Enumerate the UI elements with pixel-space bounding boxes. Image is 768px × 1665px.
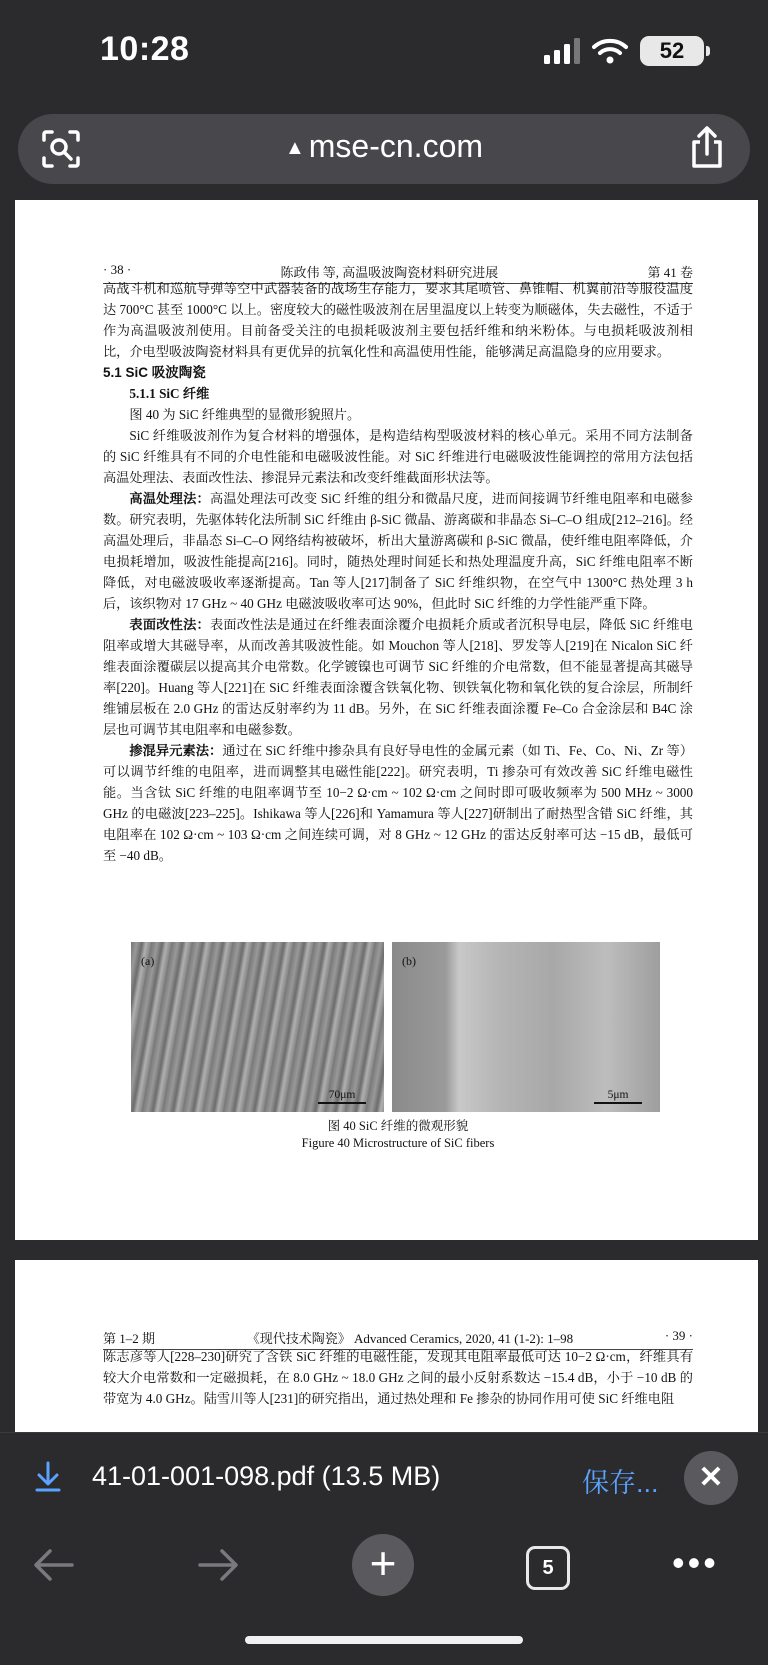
article-body xyxy=(103,278,693,866)
page-number: · 39 · xyxy=(664,1328,693,1343)
download-filename: 41-01-001-098.pdf (13.5 MB) xyxy=(92,1461,441,1491)
status-bar xyxy=(0,0,768,100)
close-download-button[interactable]: ✕ xyxy=(684,1451,738,1505)
paragraph: 表面改性法：表面改性法是通过在纤维表面涂覆介电损耗介质或者沉积导电层，降低 SiC 纤维电阻率或增大其磁导率，从而改善其吸波性能。如 Mouchon 等人[218]、罗发等人[219]在 Nicalon SiC 纤维表面涂覆碳层以提高其介电常数。化学镀镍也可调节 SiC 纤维的介电常数，但不能显著提高其磁导率[220]。Huang 等人[221]在 SiC 纤维表面涂覆含铁氧化物、钡铁氧化物和氧化铁的复合涂层，所制纤维铺层板在 2.0 GHz 的雷达反射率约为 11 dB。另外，在 SiC 纤维表面涂覆 Fe–Co 合金涂层和 B4C 涂层也可调节其电阻率和电磁参数。 xyxy=(103,617,693,737)
cellular-signal-icon xyxy=(544,38,580,64)
paragraph: 陈志彦等人[228–230]研究了含铁 SiC 纤维的电磁性能，发现其电阻率最低可达 10−2 Ω·cm，纤维具有较大介电常数和一定磁损耗，在 8.0 GHz ~ 18.0 GHz 之间的最小反射系数达 −15.4 dB，小于 −10 dB 的带宽为 4.0 GHz。陆雪川等人[231]的研究指出，通过热处理和 Fe 掺杂的协同作用可使 SiC 纤维电阻 xyxy=(103,1349,693,1406)
caption-en: Figure 40 Microstructure of SiC fibers xyxy=(301,1136,495,1150)
clock: 10:28 xyxy=(100,30,190,68)
header-title: 陈政伟 等, 高温吸波陶瓷材料研究进展 xyxy=(280,265,499,280)
more-menu-button[interactable]: ••• xyxy=(672,1542,719,1583)
scale-bar: 5μm xyxy=(594,1089,642,1104)
battery-indicator: 52 xyxy=(640,36,704,66)
pdf-viewer[interactable] xyxy=(0,200,768,1432)
figure-caption xyxy=(103,1118,693,1152)
pdf-page-38 xyxy=(15,200,758,1240)
caption-cn: 图 40 SiC 纤维的微观形貌 xyxy=(327,1119,469,1133)
panel-label: (a) xyxy=(141,954,155,968)
save-button[interactable]: 保存... xyxy=(582,1468,659,1498)
paragraph: 图 40 为 SiC 纤维典型的显微形貌照片。 xyxy=(129,407,361,422)
share-icon[interactable] xyxy=(686,126,728,170)
sem-image-b xyxy=(392,942,660,1112)
method-lead: 掺混异元素法： xyxy=(129,743,223,758)
download-bar xyxy=(0,1432,768,1521)
paragraph: 高温处理法：高温处理法可改变 SiC 纤维的组分和微晶尺度，进而间接调节纤维电阻率和电磁参数。研究表明，先驱体转化法所制 SiC 纤维由 β-SiC 微晶、游离碳和非晶态 Si–C–O 组成[212–216]。经高温处理后，非晶态 Si–C–O 网络结构被破坏，析出大量游离碳和 β-SiC 微晶，使纤维电阻率降低，介电损耗增加，吸波性能提高[216]。同时，随热处理时间延长和热处理温度升高，SiC 纤维电阻率不断降低，对电磁波吸收率逐渐提高。Tan 等人[217]制备了 SiC 纤维织物，在空气中 1300°C 热处理 3 h 后，该织物对 17 GHz ~ 40 GHz 电磁波吸收率可达 90%，但此时 SiC 纤维的力学性能严重下降。 xyxy=(103,491,693,611)
issue-label: 第 1–2 期 xyxy=(103,1331,156,1346)
pdf-page-39 xyxy=(15,1260,758,1432)
method-lead: 表面改性法： xyxy=(129,617,210,632)
paragraph: 高战斗机和巡航导弹等空中武器装备的战场生存能力，要求其尾喷管、鼻锥帽、机翼前沿等服役温度达 700°C 甚至 1000°C 以上。密度较大的磁性吸波剂在居里温度以上转变为顺磁体，失去磁性，不适于作为高温吸波剂使用。目前备受关注的电损耗吸波剂主要包括纤维和纳米粉体。与电损耗吸波剂相比，介电型吸波陶瓷材料具有更优异的抗氧化性和高温使用性能，能够满足高温隐身的应用要求。 xyxy=(103,281,693,359)
section-heading: 5.1 SiC 吸波陶瓷 xyxy=(103,365,206,380)
wifi-icon xyxy=(592,38,628,64)
method-lead: 高温处理法： xyxy=(129,491,210,506)
download-icon xyxy=(34,1461,62,1493)
figure-40 xyxy=(131,942,661,1112)
volume-label: 第 41 卷 xyxy=(647,265,693,280)
sem-image-a xyxy=(131,942,384,1112)
new-tab-button[interactable]: + xyxy=(352,1534,414,1596)
paragraph: SiC 纤维吸波剂作为复合材料的增强体，是构造结构型吸波材料的核心单元。采用不同方法制备的 SiC 纤维具有不同的介电性能和电磁吸波性能。对 SiC 纤维进行电磁吸波性能调控的常用方法包括高温处理法、表面改性法、掺混异元素法和改变纤维截面形状法等。 xyxy=(103,428,693,485)
forward-arrow-icon[interactable] xyxy=(196,1548,240,1582)
url-text[interactable]: ▲ mse-cn.com xyxy=(284,128,484,164)
panel-label: (b) xyxy=(402,954,416,968)
tab-switcher-button[interactable]: 5 xyxy=(526,1546,570,1590)
warning-icon: ▲ xyxy=(284,137,305,160)
article-body xyxy=(103,1346,693,1409)
address-bar[interactable] xyxy=(18,114,750,184)
paragraph: 掺混异元素法：通过在 SiC 纤维中掺杂具有良好导电性的金属元素（如 Ti、Fe、Co、Ni、Zr 等）可以调节纤维的电阻率，进而调整其电磁性能[222]。研究表明，Ti 掺杂可有效改善 SiC 纤维电磁性能。当含钛 SiC 纤维的电阻率调节至 10−2 Ω·cm ~ 102 Ω·cm 之间时即可吸收频率为 500 MHz ~ 3000 GHz 的电磁波[223–225]。Ishikawa 等人[226]和 Yamamura 等人[227]研制出了耐热型含错 SiC 纤维，其电阻率在 102 Ω·cm ~ 103 Ω·cm 之间连续可调，对 8 GHz ~ 12 GHz 的雷达反射率可达 −15 dB，最低可至 −40 dB。 xyxy=(103,743,694,863)
scale-bar: 70μm xyxy=(318,1089,366,1104)
status-icons xyxy=(544,36,704,66)
page-number: · 38 · xyxy=(103,262,132,277)
home-indicator xyxy=(245,1636,523,1644)
subsection-heading: 5.1.1 SiC 纤维 xyxy=(129,386,210,401)
journal-title: 《现代技术陶瓷》 Advanced Ceramics, 2020, 41 (1-2): 1–98 xyxy=(246,1331,574,1346)
back-arrow-icon[interactable] xyxy=(32,1548,76,1582)
